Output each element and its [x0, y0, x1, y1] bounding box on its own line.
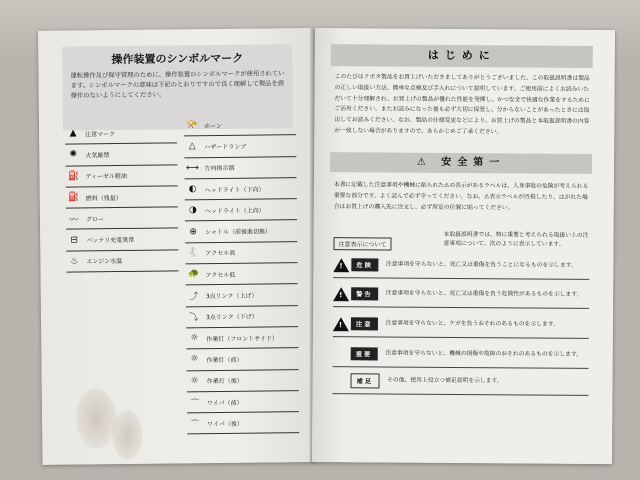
signal-word: 重要: [351, 347, 378, 360]
symbol-icon: ♨: [70, 256, 79, 267]
signal-description: 注意事項を守らないと、死亡又は重傷を負うことになるものを示します。: [385, 261, 577, 269]
symbol-label: シャトル（前後進切換）: [205, 228, 272, 237]
symbol-label: 燃料（残量）: [85, 194, 122, 202]
signal-description: 注意事項を守らないと、機械の損傷や故障のおそれのあるものを示します。: [385, 350, 582, 358]
symbol-label: ホーン: [203, 122, 222, 130]
signal-row: [333, 252, 589, 280]
symbol-icon: ⊟: [70, 235, 79, 246]
symbol-row: [65, 165, 177, 187]
signal-word: 注意: [351, 317, 378, 330]
heading-safety-first: [330, 152, 592, 174]
symbol-list-col2: [184, 114, 299, 435]
symbol-row: [184, 114, 296, 136]
symbol-row: [187, 412, 299, 434]
symbol-row: [186, 306, 298, 328]
left-page-intro: 運転操作及び保守管理のために、操作装置のシンボルマークが使用されています。シンボルマークの意味は下記のとおりですので良く理解して製品を誤操作のないようにしてください。: [70, 70, 285, 100]
signal-word: 補足: [350, 373, 379, 388]
symbol-row: [185, 221, 297, 243]
symbol-label: 注意マーク: [85, 130, 116, 139]
symbol-icon: ▲: [69, 128, 77, 139]
intro-text: このたびはクボタ製品をお買上げいただきましてありがとうございました。この取扱説明書は製品の正しい取扱い方法、簡単な点検及び手入れについて説明しています。ご使用前によくお読みいただいて十分理解され、お買上げの製品が優れた性能を発揮し、かつ安全で快適な作業をするためにご活用ください。またお読みになった後も必ず大切に保管し、分からないことがあったときには取出してお読みください。なお、製品の仕様変更などにより、お買上げの製品と本取扱説明書の内容が一致しない場合がありますので、あらかじめご了承ください。: [334, 74, 590, 136]
symbol-row: [66, 208, 178, 230]
notice-label: 注意表示について: [333, 237, 391, 250]
symbol-icon: △: [188, 141, 196, 152]
signal-word: 警告: [351, 287, 378, 300]
warning-triangle-icon: !: [333, 287, 349, 301]
signal-row: [333, 341, 589, 369]
symbol-label: ワイパ（前）: [206, 399, 243, 407]
symbol-icon: ◐: [188, 184, 197, 195]
symbol-label: ワイパ（後）: [207, 420, 243, 428]
symbol-label: 3点リンク（下げ）: [205, 313, 258, 322]
symbol-row: [186, 327, 298, 349]
signal-row: [333, 281, 589, 309]
symbol-icon: ☼: [190, 354, 199, 365]
symbol-row: [185, 199, 297, 221]
symbol-icon: ✺: [69, 149, 78, 160]
symbol-row: [186, 285, 298, 307]
signal-word: 危険: [351, 258, 378, 271]
symbol-icon: ◑: [188, 205, 197, 216]
open-manual: [38, 28, 618, 462]
symbol-row: [187, 391, 299, 413]
page-stain: [76, 388, 117, 448]
symbol-label: ヘッドライト（上向）: [204, 207, 265, 215]
symbol-icon: ⊕: [189, 226, 197, 237]
symbol-label: 作業灯（後）: [206, 377, 243, 386]
symbol-label: バッテリ充電異常: [86, 236, 135, 245]
symbol-icon: 🐢: [187, 269, 200, 280]
signal-description: その他、使用上役立つ補足説明を示します。: [387, 377, 503, 385]
symbol-label: 方向指示器: [204, 165, 235, 173]
symbol-label: ヘッドライト（下向）: [204, 186, 265, 194]
symbol-icon: ⛽: [67, 171, 80, 182]
symbol-icon: ☼: [190, 333, 199, 344]
symbol-icon: ⤴: [189, 292, 199, 303]
symbol-label: 3点リンク（上げ）: [205, 292, 258, 301]
symbol-row: [184, 157, 296, 179]
symbol-icon: ⌒: [190, 398, 200, 409]
symbol-label: グロー: [85, 216, 105, 224]
symbol-icon: 🐇: [187, 248, 200, 259]
symbol-row: [187, 370, 299, 392]
symbol-row: [65, 144, 177, 166]
notice-text: 本取扱説明書では、特に重要と考えられる取扱い上の注意事項について、次のように表示しています。: [443, 231, 589, 248]
symbol-row: [185, 263, 297, 285]
symbol-row: [66, 186, 178, 208]
symbol-icon: ☼: [190, 375, 199, 386]
heading-introduction: はじめに: [331, 44, 593, 68]
right-page: [312, 28, 615, 464]
symbol-label: 作業灯（前）: [206, 356, 243, 365]
symbol-icon: ⤵: [189, 313, 199, 324]
symbol-label: 作業灯（フロントサイド）: [206, 334, 278, 343]
symbol-row: [66, 229, 178, 251]
signal-description: 注意事項を守らないと、ケガを負うおそれのあるものを示します。: [385, 320, 559, 328]
warning-icon: ⚠: [416, 156, 442, 168]
page-stain: [112, 410, 143, 460]
symbol-label: アクセル低: [205, 271, 236, 279]
symbol-label: アクセル高: [205, 250, 236, 258]
symbol-label: 火気厳禁: [85, 152, 110, 160]
symbol-icon: 📯: [186, 120, 198, 131]
symbol-icon: ⛽: [68, 192, 80, 203]
symbol-row: [186, 348, 298, 370]
symbol-row: [185, 178, 297, 200]
symbol-label: エンジン水温: [86, 258, 123, 266]
warning-triangle-icon: !: [333, 258, 349, 272]
symbol-label: ハザードランプ: [204, 143, 247, 152]
symbol-row: [184, 135, 296, 157]
heading-safety-label: 安全第一: [441, 156, 506, 169]
symbol-list-col1: [65, 122, 179, 272]
left-page: [38, 28, 316, 465]
symbol-row: [185, 242, 297, 264]
symbol-icon: 〰: [69, 215, 79, 226]
symbol-label: ディーゼル軽油: [85, 173, 127, 181]
symbol-row: [65, 122, 177, 144]
warning-triangle-icon: !: [333, 317, 349, 331]
symbol-icon: ⌒: [190, 419, 200, 431]
symbol-row: [66, 250, 178, 272]
symbol-icon: ⟷: [185, 162, 199, 174]
left-page-title: 操作装置のシンボルマーク: [111, 51, 244, 67]
signal-row: [332, 368, 588, 396]
safety-text: 本書に記載した注意事項や機械に貼られた⚠の表示があるラベルは、人身事故の危険が考えられる重要な部分です。よく読んで必ず守ってください。なお、⚠表示ラベルが汚損したり、はがれた場合はお買上げの購入先に注文し、必ず所定の位置に貼ってください。: [333, 182, 589, 211]
signal-row: [333, 311, 589, 339]
signal-description: 注意事項を守らないと、死亡又は重傷を負う危険性があるものを示します。: [385, 290, 583, 298]
